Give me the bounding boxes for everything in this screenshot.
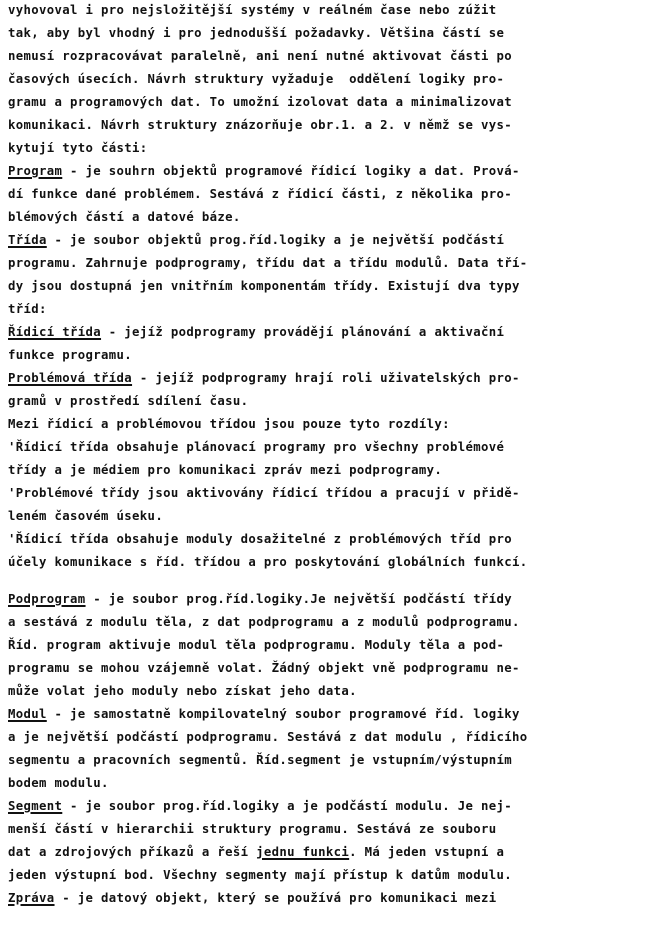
text-line: komunikaci. Návrh struktury znázorňuje obr.1. a 2. v němž se vys- xyxy=(8,118,512,132)
underlined-phrase: jednu funkci xyxy=(256,845,350,859)
text-line: programu se mohou vzájemně volat. Žádný objekt vně podprogramu ne- xyxy=(8,661,520,675)
term-zprava: Zpráva xyxy=(8,891,55,905)
term-segment: Segment xyxy=(8,799,63,813)
text-line: účely komunikace s říd. třídou a pro poskytování globálních funkcí. xyxy=(8,555,528,569)
text-line: a sestává z modulu těla, z dat podprogramu a z modulů podprogramu. xyxy=(8,615,520,629)
text-line: časových úsecích. Návrh struktury vyžaduje oddělení logiky pro- xyxy=(8,72,505,86)
text-line: může volat jeho moduly nebo získat jeho data. xyxy=(8,684,357,698)
text-line: dat a zdrojových příkazů a řeší jednu funkci. Má jeden vstupní a xyxy=(8,845,505,859)
definition-podprogram: Podprogram - je soubor prog.říd.logiky.Je největší podčástí třídy xyxy=(8,592,512,606)
text-line: gramů v prostředí sdílení času. xyxy=(8,394,249,408)
term-program: Program xyxy=(8,164,63,178)
text-line: tříd: xyxy=(8,302,47,316)
text-line: nemusí rozpracovávat paralelně, ani není nutné aktivovat části po xyxy=(8,49,512,63)
text-line: jeden výstupní bod. Všechny segmenty mají přístup k datům modulu. xyxy=(8,868,512,882)
text-line: gramu a programových dat. To umožní izolovat data a minimalizovat xyxy=(8,95,512,109)
bullet-line: 'Řídicí třída obsahuje plánovací programy pro všechny problémové xyxy=(8,440,505,454)
definition-problemova-trida: Problémová třída - jejíž podprogramy hrají roli uživatelských pro- xyxy=(8,371,520,385)
definition-segment: Segment - je soubor prog.říd.logiky a je podčástí modulu. Je nej- xyxy=(8,799,512,813)
text-line: segmentu a pracovních segmentů. Říd.segment je vstupním/výstupním xyxy=(8,753,512,767)
text-line: kytují tyto části: xyxy=(8,141,148,155)
term-trida: Třída xyxy=(8,233,47,247)
text-line: Mezi řídicí a problémovou třídou jsou pouze tyto rozdíly: xyxy=(8,417,450,431)
term-ridici-trida: Řídicí třída xyxy=(8,325,102,339)
text-line: dí funkce dané problémem. Sestává z řídicí části, z několika pro- xyxy=(8,187,512,201)
definition-ridici-trida: Řídicí třída - jejíž podprogramy provádějí plánování a aktivační xyxy=(8,325,505,339)
term-modul: Modul xyxy=(8,707,47,721)
text-line: tak, aby byl vhodný i pro jednodušší požadavky. Většina částí se xyxy=(8,26,505,40)
text-line: menší částí v hierarchii struktury programu. Sestává ze souboru xyxy=(8,822,497,836)
text-line: dy jsou dostupná jen vnitřním komponentám třídy. Existují dva typy xyxy=(8,279,520,293)
bullet-line: 'Řídicí třída obsahuje moduly dosažitelné z problémových tříd pro xyxy=(8,532,512,546)
text-line: vyhovoval i pro nejsložitější systémy v reálném čase nebo zúžit xyxy=(8,3,497,17)
text-line: bodem modulu. xyxy=(8,776,109,790)
definition-trida: Třída - je soubor objektů prog.říd.logiky a je největší podčástí xyxy=(8,233,505,247)
term-problemova-trida: Problémová třída xyxy=(8,371,133,385)
text-line: blémových částí a datové báze. xyxy=(8,210,241,224)
definition-zprava: Zpráva - je datový objekt, který se používá pro komunikaci mezi xyxy=(8,891,497,905)
text-line: třídy a je médiem pro komunikaci zpráv mezi podprogramy. xyxy=(8,463,443,477)
text-line: Říd. program aktivuje modul těla podprogramu. Moduly těla a pod- xyxy=(8,638,505,652)
term-podprogram: Podprogram xyxy=(8,592,86,606)
text-line: leném časovém úseku. xyxy=(8,509,164,523)
definition-program: Program - je souhrn objektů programové řídicí logiky a dat. Prová- xyxy=(8,164,520,178)
text-line: a je největší podčástí podprogramu. Sestává z dat modulu , řídicího xyxy=(8,730,528,744)
definition-modul: Modul - je samostatně kompilovatelný soubor programové říd. logiky xyxy=(8,707,520,721)
bullet-line: 'Problémové třídy jsou aktivovány řídicí třídou a pracují v přidě- xyxy=(8,486,520,500)
text-line: funkce programu. xyxy=(8,348,133,362)
text-line: programu. Zahrnuje podprogramy, třídu dat a třídu modulů. Data tří- xyxy=(8,256,528,270)
